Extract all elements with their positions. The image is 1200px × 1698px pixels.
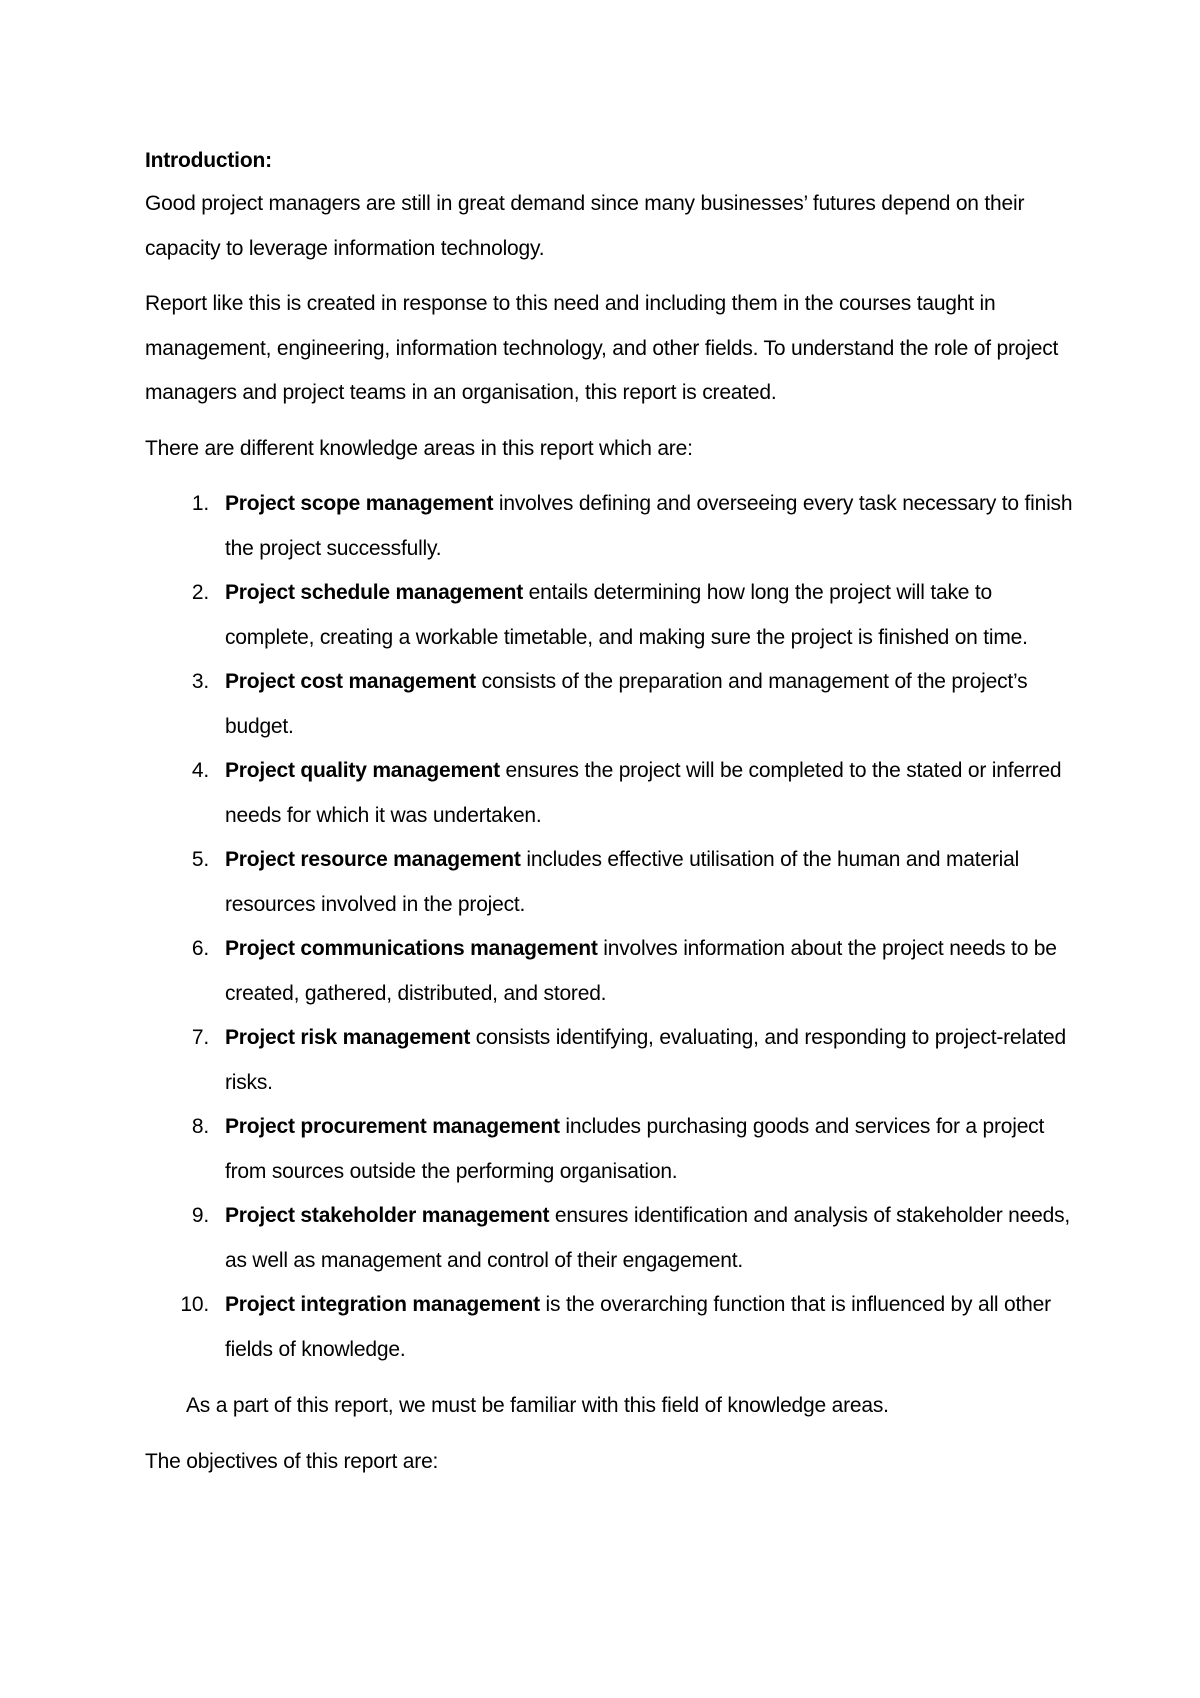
list-item: [145, 749, 1075, 838]
list-item: [145, 1016, 1075, 1105]
list-text: ensures identification and analysis of stakeholder needs, as well as management and control of their engagement.: [225, 1204, 1071, 1272]
list-number: 1.: [191, 492, 209, 515]
list-text: is the overarching function that is influenced by all other fields of knowledge.: [225, 1293, 1051, 1361]
paragraph-objectives: The objectives of this report are:: [145, 1449, 439, 1473]
list-term: Project scope management: [225, 492, 494, 515]
list-item: [145, 482, 1075, 571]
list-text: involves defining and overseeing every task necessary to finish the project successfully.: [225, 492, 1073, 560]
list-term: Project risk management: [225, 1026, 471, 1049]
list-item: [145, 838, 1075, 927]
list-term: Project procurement management: [225, 1115, 560, 1138]
list-text: includes purchasing goods and services for a project from sources outside the performing organisation.: [225, 1115, 1045, 1183]
paragraph-intro: Good project managers are still in great demand since many businesses’ futures depend on their capacity to leverage information technology.: [145, 192, 1025, 260]
list-number: 3.: [191, 670, 209, 693]
list-number: 7.: [191, 1026, 209, 1049]
list-text: consists of the preparation and management of the project’s budget.: [225, 670, 1028, 738]
list-term: Project communications management: [225, 937, 598, 960]
list-term: Project cost management: [225, 670, 476, 693]
paragraph-knowledge-areas: There are different knowledge areas in this report which are:: [145, 436, 693, 460]
list-term: Project schedule management: [225, 581, 524, 604]
list-item: [145, 571, 1075, 660]
list-number: 6.: [191, 937, 209, 960]
list-number: 8.: [191, 1115, 209, 1138]
list-text: ensures the project will be completed to the stated or inferred needs for which it was undertaken.: [225, 759, 1062, 827]
section-heading: Introduction:: [145, 149, 272, 172]
list-number: 5.: [191, 848, 209, 871]
list-item: [145, 660, 1075, 749]
list-term: Project integration management: [225, 1293, 540, 1316]
list-text: entails determining how long the project will take to complete, creating a workable timetable, and making sure the project is finished on time.: [225, 581, 1028, 649]
list-item: [145, 927, 1075, 1016]
list-term: Project resource management: [225, 848, 521, 871]
list-item: [145, 1105, 1075, 1194]
document-body: [145, 146, 1075, 1484]
paragraph-familiarity: As a part of this report, we must be familiar with this field of knowledge areas.: [186, 1394, 889, 1417]
list-item: [145, 1283, 1075, 1372]
list-text: involves information about the project needs to be created, gathered, distributed, and stored.: [225, 937, 1057, 1005]
list-number: 2.: [191, 581, 209, 604]
list-number: 9.: [191, 1204, 209, 1227]
list-text: consists identifying, evaluating, and responding to project-related risks.: [225, 1026, 1066, 1094]
knowledge-areas-list: [145, 482, 1075, 1372]
list-number: 4.: [191, 759, 209, 782]
list-item: [145, 1194, 1075, 1283]
paragraph-purpose: Report like this is created in response to this need and including them in the courses taught in management, engineering, information technology, and other fields. To understand the role of project managers and project teams in an organisation, this report is created.: [145, 292, 1059, 404]
list-number: 10.: [180, 1293, 209, 1316]
list-term: Project quality management: [225, 759, 500, 782]
list-term: Project stakeholder management: [225, 1204, 550, 1227]
list-text: includes effective utilisation of the human and material resources involved in the project.: [225, 848, 1020, 916]
